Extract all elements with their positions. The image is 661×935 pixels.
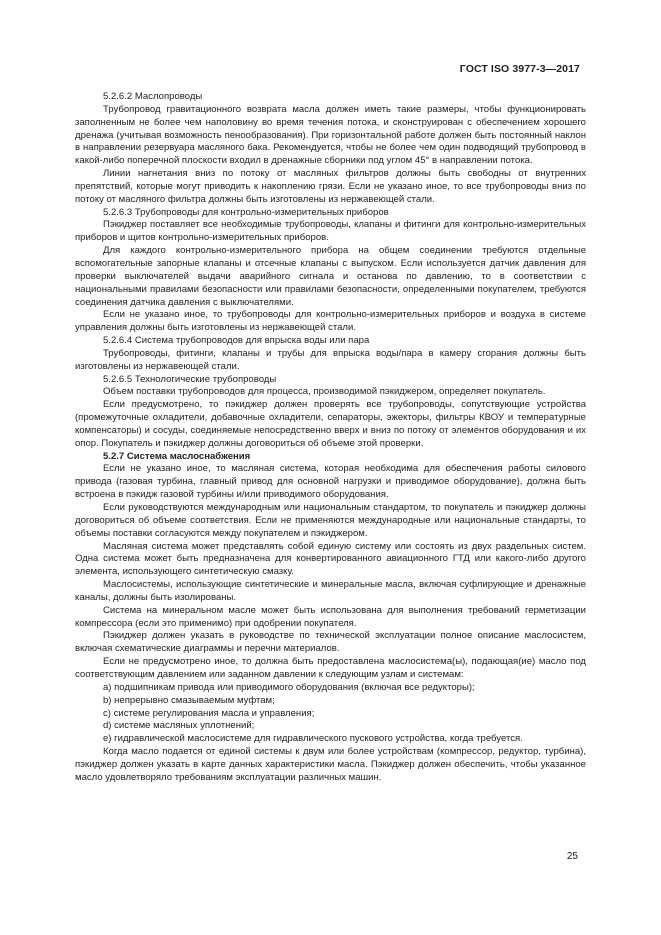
paragraph: Линии нагнетания вниз по потоку от масляных фильтров должны быть свободны от внутренних препятствий, которые могут приводить к накоплению грязи. Если не указано иное, то все трубопроводы вниз по потоку от масляного фильтра должны быть изготовлены из нержавеющей стали. [75,168,586,205]
document-header: ГОСТ ISO 3977-3—2017 [459,63,580,75]
paragraph: Масляная система может представлять собой единую систему или состоять из двух раздельных систем. Одна система может быть предназначена для конвертированного авиационного ГТД или какого-либо другого элемента, использующего синтетическую смазку. [75,540,586,578]
page-number: 25 [566,851,578,862]
paragraph: d) системе масляных уплотнений; [103,720,255,732]
paragraph: Объем поставки трубопроводов для процесса, производимой пэкиджером, определяет покупатель. [103,386,546,398]
paragraph: Если не указано иное, то трубопроводы для контрольно-измерительных приборов и воздуха в системе управления должны быть изготовлены из нержавеющей стали. [75,309,586,334]
document-body [75,91,586,785]
paragraph: Трубопровод гравитационного возврата масла должен иметь такие размеры, чтобы функционировать заполненным не более чем наполовину во время течения потока, и сконструирован с обеспечением хорошего дренажа (учитывая возможность пенообразования). При горизонтальной работе должен быть постоянный наклон в направлении резервуара масляного бака. Рекомендуется, чтобы не более чем один подводящий трубопровод в какой-либо поперечной плоскости входил в дренажные сборники под углом 45° в направлении потока. [75,103,586,167]
paragraph: Если не указано иное, то масляная система, которая необходима для обеспечения работы силового привода (газовая турбина, главный привод для основной нагрузки и приводимое оборудование), должна быть встроена в пэкидж газовой турбины и/или приводимого оборудования. [75,463,586,501]
paragraph: Если не предусмотрено иное, то должна быть предоставлена маслосистема(ы), подающая(ие) масло под соответствующим давлением или заданном давлении к следующим узлам и системам: [75,656,586,680]
paragraph: a) подшипникам привода или приводимого оборудования (включая все редукторы); [103,681,475,693]
paragraph: Если руководствуются международным или национальным стандартом, то покупатель и пэкиджер должны договориться об объеме соответствия. Если не применяются международные или национальные стандарты, то объемы поставки согласуются между покупателем и пэкиджером. [75,502,586,539]
paragraph: Пэкиджер поставляет все необходимые трубопроводы, клапаны и фитинги для контрольно-измерительных приборов и щитов контрольно-измерительных приборов. [75,219,586,244]
paragraph: Трубопроводы, фитинги, клапаны и трубы для впрыска воды/пара в камеру сгорания должны быть изготовлены из нержавеющей стали. [75,347,586,372]
paragraph: Пэкиджер должен указать в руководстве по технической эксплуатации полное описание маслосистем, включая схематические диаграммы и перечни материалов. [75,630,586,655]
paragraph: Если предусмотрено, то пэкиджер должен проверять все трубопроводы, сопутствующие устройства (промежуточные охладители, добавочные охладители, сепараторы, эжекторы, фильтры КВОУ и температурные компенсаторы) и сосуды, соединяемые непосредственно вверх и вниз по потоку от элементов оборудования и их опор. Покупатель и пэкиджер должны договориться об объеме этой проверки. [75,399,586,449]
paragraph: Когда масло подается от единой системы к двум или более устройствам (компрессор, редуктор, турбина), пэкиджер должен указать в карте данных характеристики масла. Пэкиджер должен обеспечить, чтобы указанное масло удовлетворяло требованиям эксплуатации различных машин. [75,746,586,783]
paragraph: c) системе регулирования масла и управления; [103,707,315,719]
paragraph: Маслосистемы, использующие синтетические и минеральные масла, включая суфлирующие и дренажные каналы, должны быть изолированы. [75,579,586,603]
paragraph: e) гидравлической маслосистеме для гидравлического пускового устройства, когда требуется. [103,733,523,745]
paragraph: b) непрерывно смазываемым муфтам; [103,694,275,706]
paragraph: Система на минеральном масле может быть использована для выполнения требований герметизации компрессора (если это применимо) при одобрении покупателя. [75,604,586,629]
paragraph: 5.2.6.5 Технологические трубопроводы [103,373,277,385]
section-heading: 5.2.7 Система маслоснабжения [103,450,251,462]
paragraph: 5.2.6.3 Трубопроводы для контрольно-измерительных приборов [103,206,389,218]
paragraph: 5.2.6.2 Маслопроводы [103,91,203,102]
paragraph: 5.2.6.4 Система трубопроводов для впрыска воды или пара [103,335,370,347]
paragraph: Для каждого контрольно-измерительного прибора на общем соединении требуются отдельные вспомогательные запорные клапаны и отсечные клапаны с выпуском. Если используется датчик давления для проверки выключателей выдачи аварийного сигнала и останова по давлению, то в соответствии с национальными правилами безопасности или правилами безопасности, определенными покупателем, требуются соединения датчика давления с выключателями. [75,245,586,308]
